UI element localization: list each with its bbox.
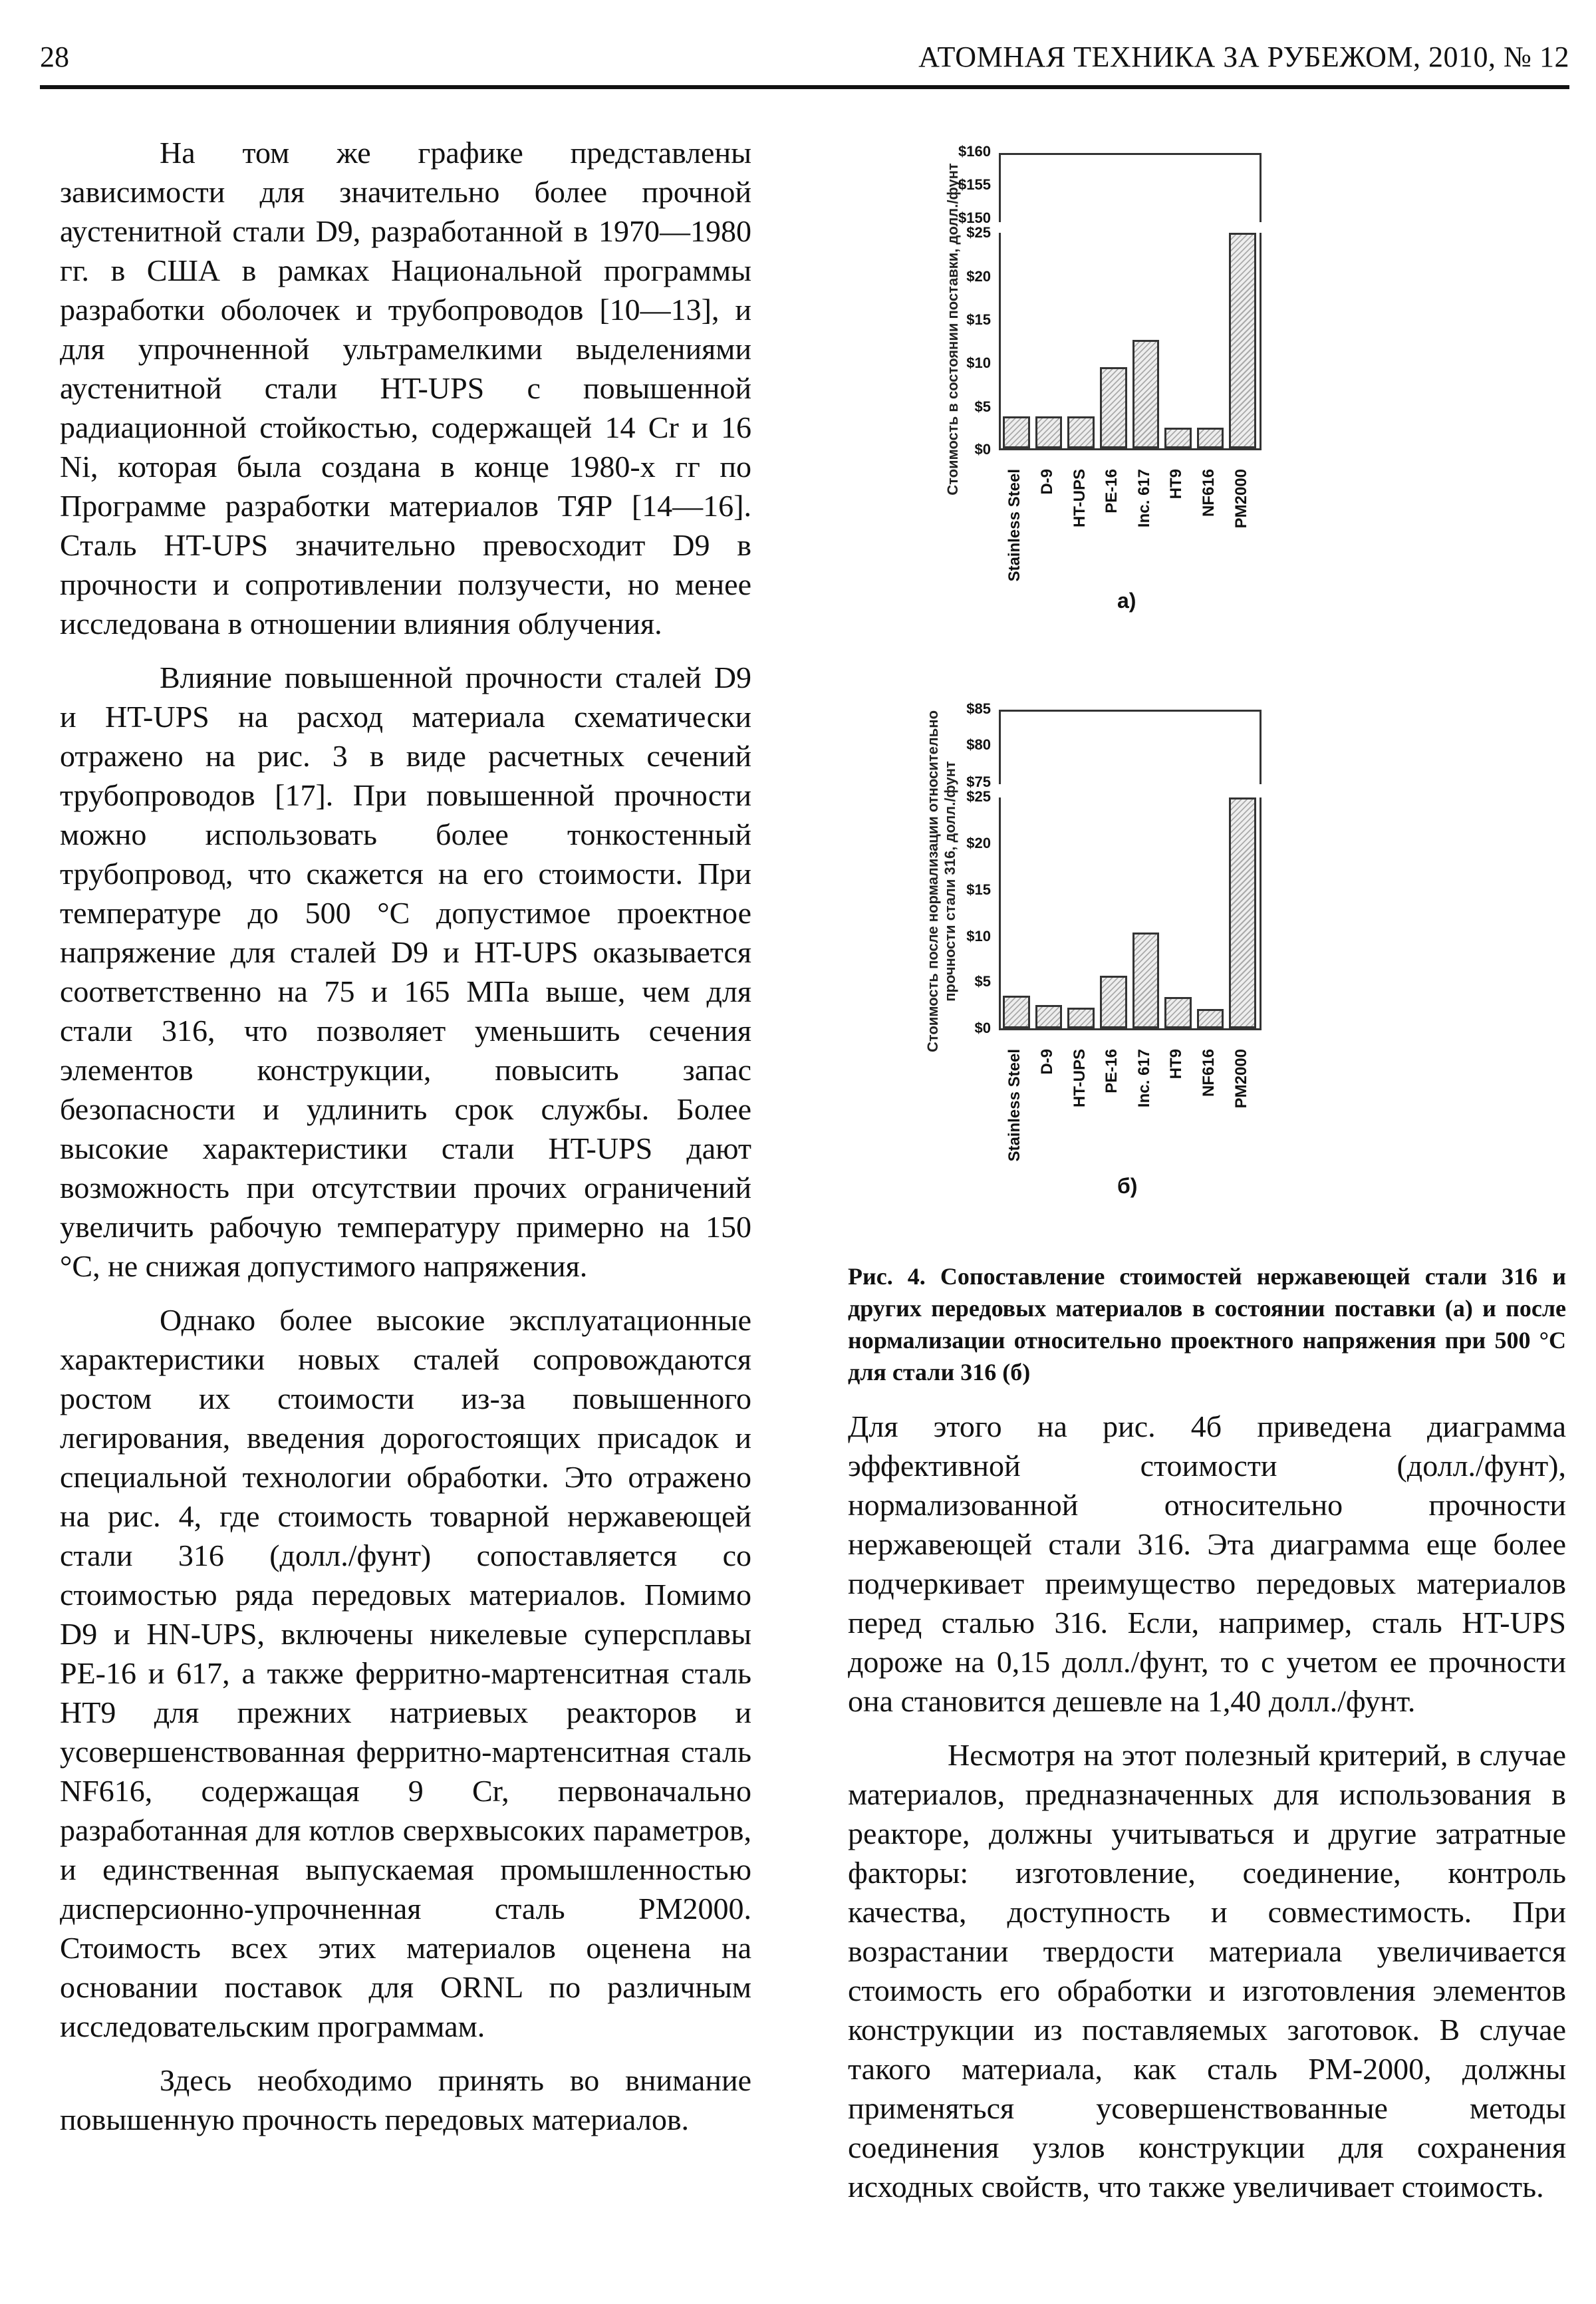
y-axis-label: Стоимость после нормализации относительно прочности стали 316, долл./фунт [924, 710, 958, 1053]
bar [1067, 416, 1095, 448]
x-tick-label: D-9 [1037, 1049, 1056, 1075]
y-tick: $20 [966, 835, 991, 851]
bar [1003, 416, 1030, 448]
bar [1229, 797, 1256, 1028]
paragraph: Однако более высокие эксплуатационные характеристики новых сталей сопровождаются ростом их стоимости из-за повышенного легирования, введения дорогостоящих присадок и специальной технологии обработки. Это отражено на рис. 4, где стоимость товарной нержавеющей стали 316 (долл./фунт) сопоставляется со стоимостью ряда передовых материалов. Помимо D9 и HN-UPS, включены никелевые суперсплавы PE-16 и 617, а также ферритно-мартенситная сталь HT9 для прежних натриевых реакторов и усовершенствованная ферритно-мартенситная сталь NF616, содержащая 9 Cr, первоначально разработанная для котлов сверхвысоких параметров, и единственная выпускаемая промышленностью дисперсионно-упрочненная сталь PM2000. Стоимость всех этих материалов оценена на основании поставок для ORNL по различным исследовательским программам. [60, 1303, 751, 2043]
chart-b [918, 702, 1476, 1234]
bar [1197, 428, 1224, 448]
figure-4 [918, 116, 1476, 1234]
plot-area-upper [999, 153, 1262, 222]
y-tick: $0 [974, 441, 991, 458]
y-tick: $150 [958, 210, 991, 226]
bar [1132, 340, 1160, 448]
y-tick: $85 [966, 700, 991, 717]
x-tick-label: HT-UPS [1070, 469, 1089, 528]
bar [1003, 996, 1030, 1028]
journal-title: АТОМНАЯ ТЕХНИКА ЗА РУБЕЖОМ, 2010, № 12 [918, 41, 1569, 73]
running-header [40, 40, 1569, 86]
y-tick: $10 [966, 355, 991, 371]
y-tick: $80 [966, 736, 991, 753]
y-axis-label: Стоимость в состоянии поставки, долл./фунт [944, 163, 961, 496]
bar [1197, 1009, 1224, 1028]
plot-area-lower [999, 233, 1262, 450]
y-tick: $75 [966, 774, 991, 790]
panel-label-b: б) [1117, 1174, 1138, 1198]
bar [1229, 233, 1256, 448]
x-tick-label: HT9 [1167, 1049, 1186, 1080]
paragraph: Несмотря на этот полезный критерий, в случае материалов, предназначенных для использования в реакторе, должны учитываться и другие затратные факторы: изготовление, соединение, контроль качества, доступность и совместимость. При возрастании твердости материала увеличивается стоимость его обработки и изготовления элементов конструкции из поставляемых заготовок. В случае такого материала, как сталь PM-2000, должны применяться усовершенствованные методы соединения узлов конструкции для сохранения исходных свойств, что также увеличивает стоимость. [848, 1738, 1566, 2204]
y-tick: $25 [966, 224, 991, 241]
x-tick-label: Stainless Steel [1005, 1049, 1024, 1162]
y-tick: $155 [958, 176, 991, 193]
x-tick-label: PE-16 [1103, 1049, 1121, 1093]
y-tick: $160 [958, 143, 991, 160]
y-tick: $15 [966, 881, 991, 898]
x-tick-label: HT-UPS [1070, 1049, 1089, 1108]
paragraph: На том же графике представлены зависимости для значительно более прочной аустенитной стали D9, разработанной в 1970—1980 гг. в США в рамках Национальной программы разработки оболочек и трубопроводов [10—13], и для упрочненной ультрамелкими выделениями аустенитной стали HT-UPS с повышенной радиационной стойкостью, содержащей 14 Cr и 16 Ni, которая была создана в конце 1980-х гг по Программе разработки материалов ТЯР [14—16]. Сталь HT-UPS значительно превосходит D9 в прочности и сопротивлении ползучести, но менее исследована в отношении влияния облучения. [60, 136, 751, 641]
chart-a [918, 116, 1476, 702]
x-tick-label: Inc. 617 [1134, 469, 1153, 528]
x-tick-label: HT9 [1167, 469, 1186, 500]
left-column [60, 133, 751, 2139]
page-number: 28 [40, 41, 69, 73]
x-tick-label: PM2000 [1232, 1049, 1250, 1109]
x-tick-label: PE-16 [1103, 469, 1121, 513]
panel-label-a: а) [1117, 589, 1136, 613]
y-tick: $0 [974, 1020, 991, 1036]
bar [1067, 1008, 1095, 1028]
bar [1164, 997, 1192, 1028]
x-tick-label: NF616 [1200, 469, 1218, 517]
figure-caption: Рис. 4. Сопоставление стоимостей нержавеющей стали 316 и других передовых материалов в состоянии поставки (а) и после нормализации относительно проектного напряжения при 500 °С для стали 316 (б) [848, 1263, 1566, 1385]
bar [1035, 1005, 1063, 1028]
x-tick-label: D-9 [1037, 469, 1056, 495]
y-tick: $5 [974, 973, 991, 990]
bar [1035, 416, 1063, 448]
bar [1164, 428, 1192, 448]
paragraph: Влияние повышенной прочности сталей D9 и HT-UPS на расход материала схематически отражено на рис. 3 в виде расчетных сечений трубопроводов [17]. При повышенной прочности можно использовать более тонкостенный трубопровод, что скажется на его стоимости. При температуре до 500 °С допустимое проектное напряжение для сталей D9 и HT-UPS оказывается соответственно на 75 и 165 МПа выше, чем для стали 316, что позволяет уменьшить сечения элементов конструкции, повысить запас безопасности и удлинить срок службы. Более высокие характеристики стали HT-UPS дают возможность при отсутствии прочих ограничений увеличить рабочую температуру примерно на 150 °С, не снижая допустимого напряжения. [60, 660, 751, 1283]
y-tick: $5 [974, 398, 991, 415]
y-tick: $20 [966, 268, 991, 285]
x-tick-label: Stainless Steel [1005, 469, 1024, 582]
x-tick-label: PM2000 [1232, 469, 1250, 529]
header-rule [40, 85, 1569, 89]
paragraph: Для этого на рис. 4б приведена диаграмма эффективной стоимости (долл./фунт), нормализованной относительно прочности нержавеющей стали 316. Эта диаграмма еще более подчеркивает преимущество передовых материалов перед сталью 316. Если, например, сталь HT-UPS дороже на 0,15 долл./фунт, то с учетом ее прочности она становится дешевле на 1,40 долл./фунт. [848, 1409, 1566, 1718]
bar [1100, 976, 1127, 1028]
paragraph: Здесь необходимо принять во внимание повышенную прочность передовых материалов. [60, 2063, 751, 2136]
bar [1132, 933, 1160, 1028]
x-tick-label: Inc. 617 [1134, 1049, 1153, 1108]
x-tick-label: NF616 [1200, 1049, 1218, 1097]
y-tick: $10 [966, 928, 991, 944]
right-column [848, 1407, 1566, 2206]
y-tick: $25 [966, 788, 991, 805]
y-tick: $15 [966, 311, 991, 328]
plot-area-lower [999, 797, 1262, 1030]
plot-area-upper [999, 710, 1262, 784]
bar [1100, 367, 1127, 448]
